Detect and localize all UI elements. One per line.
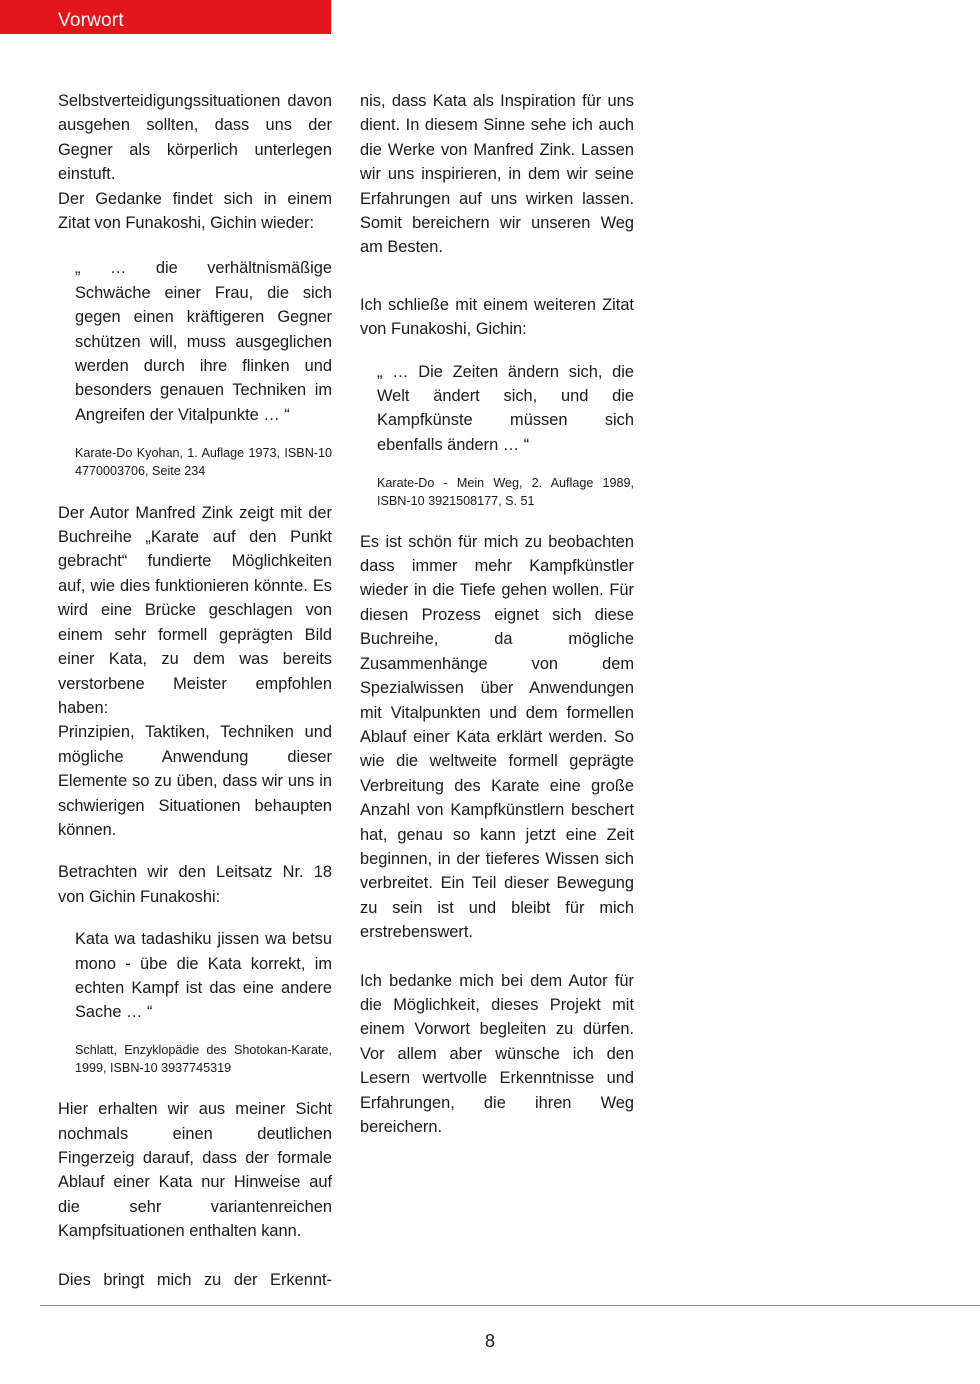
left-column: [58, 89, 332, 1292]
paragraph: Der Autor Manfred Zink zeigt mit der Buchreihe „Karate auf den Punkt gebracht“ fundierte Möglichkeiten auf, wie dies funktionieren könnte. Es wird eine Brücke geschlagen von einem sehr formell geprägten Bild einer Kata, zu dem was bereits verstorbene Meister empfohlen haben:: [58, 503, 332, 717]
block-quote: „ … Die Zeiten ändern sich, die Welt ändert sich, und die Kampfkünste müssen sich ebenfalls ändern … “: [377, 362, 634, 454]
footer-divider: [40, 1305, 980, 1306]
paragraph: Selbstverteidigungssituationen davon ausgehen sollten, dass uns der Gegner als körperlich unterlegen einstuft.: [58, 92, 332, 184]
paragraph: Der Gedanke findet sich in einem Zitat von Funakoshi, Gichin wieder:: [58, 189, 332, 233]
paragraph: nis, dass Kata als Inspiration für uns dient. In diesem Sinne sehe ich auch die Werke von Manfred Zink. Lassen wir uns inspirieren, in dem wir seine Erfahrungen auf uns wirken lassen. Somit bereichern wir unseren Weg am Besten.: [360, 92, 634, 257]
paragraph: Ich bedanke mich bei dem Autor für die Möglichkeit, dieses Projekt mit einem Vorwort begleiten zu dürfen. Vor allem aber wünsche ich den Lesern wertvolle Erkenntnisse und Erfahrungen, die ihren Weg bereichern.: [360, 971, 634, 1137]
quote-source: Karate-Do Kyohan, 1. Auflage 1973, ISBN-10 4770003706, Seite 234: [75, 445, 332, 478]
block-quote: Kata wa tadashiku jissen wa betsu mono - übe die Kata korrekt, im echten Kampf ist das eine andere Sache … “: [75, 930, 332, 1022]
block-quote: „ … die verhältnismäßige Schwäche einer Frau, die sich gegen einen kräftigeren Gegner schützen will, muss ausgeglichen werden durch ihre flinken und besonders genauen Techniken im Angreifen der Vitalpunkte … “: [75, 259, 332, 424]
paragraph: Prinzipien, Taktiken, Techniken und mögliche Anwendung dieser Elemente so zu üben, dass wir uns in schwierigen Situationen behaupten können.: [58, 723, 332, 839]
right-column: [360, 89, 634, 1139]
paragraph: Betrachten wir den Leitsatz Nr. 18 von Gichin Funakoshi:: [58, 863, 332, 906]
paragraph: Dies bringt mich zu der Erkennt-: [58, 1270, 332, 1289]
section-title: Vorwort: [58, 10, 124, 31]
paragraph: Es ist schön für mich zu beobachten dass immer mehr Kampfkünstler wieder in die Tiefe gehen wollen. Für diesen Prozess eignet sich diese Buchreihe, da mögliche Zusammenhänge von dem Spezialwissen über Anwendungen mit Vitalpunkten und dem formellen Ablauf einer Kata erklärt werden. So wie die weltweite formell geprägte Verbreitung des Karate eine große Anzahl von Kampfkünstlern beschert hat, genau so kann jetzt eine Zeit beginnen, in der tieferes Wissen sich verbreitet. Ein Teil dieser Bewegung zu sein ist und bleibt für mich erstrebenswert.: [360, 532, 634, 942]
quote-source: Karate-Do - Mein Weg, 2. Auflage 1989, ISBN-10 3921508177, S. 51: [377, 475, 634, 508]
paragraph: Ich schließe mit einem weiteren Zitat von Funakoshi, Gichin:: [360, 295, 634, 339]
quote-source: Schlatt, Enzyklopädie des Shotokan-Karate, 1999, ISBN-10 3937745319: [75, 1043, 332, 1076]
paragraph: Hier erhalten wir aus meiner Sicht nochmals einen deutlichen Fingerzeig darauf, dass der formale Ablauf einer Kata nur Hinweise auf die sehr variantenreichen Kampfsituationen enthalten kann.: [58, 1100, 332, 1241]
section-header-bar: [0, 0, 331, 34]
page-number: 8: [484, 1331, 495, 1351]
